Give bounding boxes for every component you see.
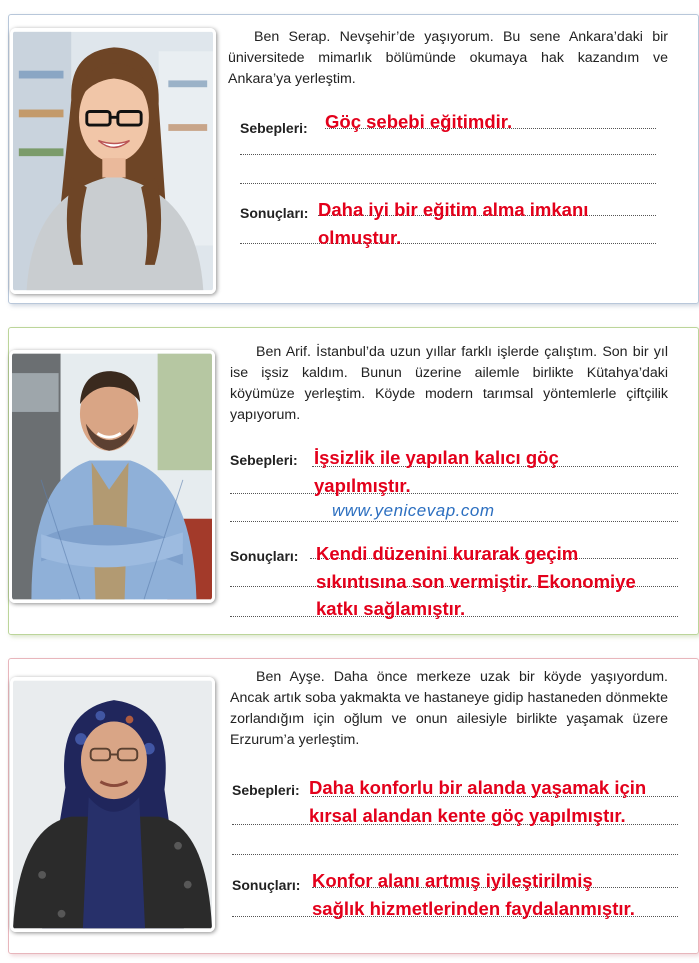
profile-card-ayse bbox=[0, 658, 699, 954]
story-text: Ben Ayşe. Daha önce merkeze uzak bir köyde yaşıyordum. Ancak artık soba yakmakta ve hastaneye gidip hastaneden dönmekte zorlandığım için oğlum ve onun ailesiyle birlikte yaşamak üzere Erzurum’a yerleştim. bbox=[230, 669, 668, 748]
causes-answer bbox=[325, 108, 512, 136]
answer-line: Daha iyi bir eğitim alma imkanı bbox=[318, 199, 589, 220]
dotted-line bbox=[240, 183, 656, 184]
causes-label: Sebepleri: bbox=[232, 782, 300, 798]
dotted-line bbox=[230, 521, 678, 522]
answer-line: katkı sağlamıştır. bbox=[316, 598, 466, 619]
results-answer bbox=[316, 540, 636, 623]
dotted-line bbox=[232, 854, 678, 855]
answer-line: Daha konforlu bir alanda yaşamak için bbox=[309, 777, 647, 798]
answer-line: olmuştur. bbox=[318, 226, 402, 248]
answer-line: sıkıntısına son vermiştir. Ekonomiye bbox=[316, 570, 636, 592]
answer-line: Konfor alanı artmış iyileştirilmiş bbox=[312, 870, 593, 891]
causes-label: Sebepleri: bbox=[240, 120, 308, 136]
young-man-photo-icon bbox=[12, 353, 212, 600]
story-text: Ben Arif. İstanbul’da uzun yıllar farklı işlerde çalıştım. Son bir yıl ise işsiz kaldım. Bunun üzerine ailemle birlikte Kütahya’daki köyümüze yerleştim. Köyde modern tarımsal yöntemlerle çiftçilik yapıyorum. bbox=[230, 344, 668, 423]
results-answer bbox=[318, 196, 588, 251]
dotted-line bbox=[240, 154, 656, 155]
story-text: Ben Serap. Nevşehir’de yaşıyorum. Bu sene Ankara’daki bir üniversitede mimarlık bölümünde okumaya hak kazandım ve Ankara’ya yerleştim. bbox=[228, 29, 668, 87]
results-label: Sonuçları: bbox=[232, 877, 301, 893]
photo-elderly-woman bbox=[10, 677, 215, 932]
profile-card-serap bbox=[0, 14, 699, 304]
answer-line: kırsal alandan kente göç yapılmıştır. bbox=[309, 804, 626, 826]
watermark-logo: www.yenicevap.com bbox=[332, 501, 495, 520]
young-woman-photo-icon bbox=[13, 31, 213, 291]
results-label: Sonuçları: bbox=[230, 548, 299, 564]
answer-line: yapılmıştır. bbox=[314, 474, 411, 496]
photo-young-woman bbox=[10, 28, 216, 294]
answer-line: Kendi düzenini kurarak geçim bbox=[316, 543, 579, 564]
causes-answer bbox=[309, 774, 646, 829]
causes-answer bbox=[314, 444, 559, 499]
elderly-woman-photo-icon bbox=[13, 680, 212, 929]
causes-label: Sebepleri: bbox=[230, 452, 298, 468]
profile-card-arif bbox=[0, 327, 699, 635]
photo-young-man bbox=[9, 350, 215, 603]
answer-line: sağlık hizmetlerinden faydalanmıştır. bbox=[312, 897, 635, 919]
results-answer bbox=[312, 867, 635, 922]
answer-line: İşsizlik ile yapılan kalıcı göç bbox=[314, 447, 559, 468]
results-label: Sonuçları: bbox=[240, 205, 309, 221]
answer-line: Göç sebebi eğitimdir. bbox=[325, 111, 513, 132]
